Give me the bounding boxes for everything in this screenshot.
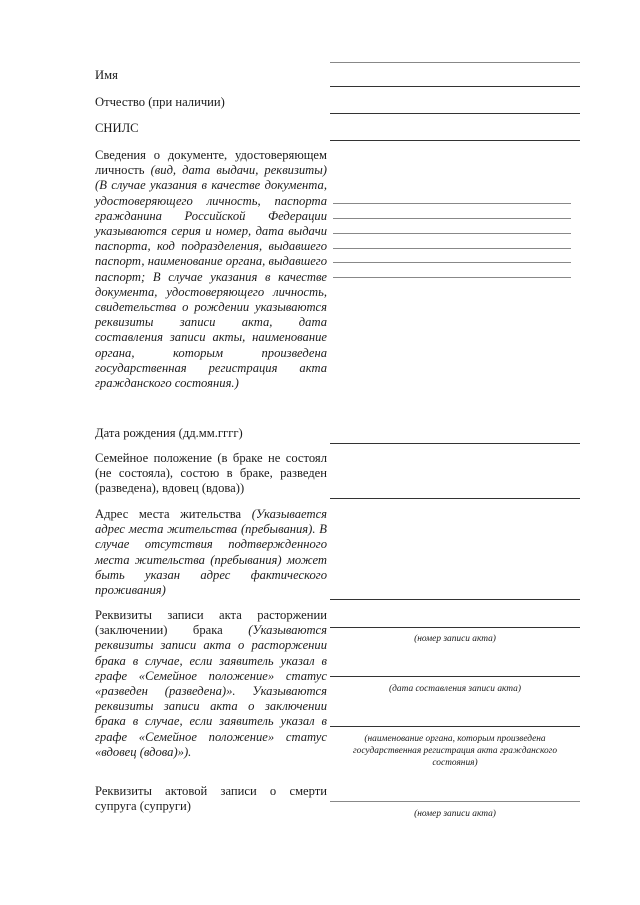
id-doc-field-5[interactable] bbox=[333, 262, 571, 263]
id-doc-title: Сведения о документе, удостоверяющем личность bbox=[95, 148, 327, 178]
marital-status-field[interactable] bbox=[330, 498, 580, 499]
name-field[interactable] bbox=[330, 86, 580, 87]
address-note: (Указывается адрес места жительства (пребывания). В случае отсутствия подтвержденного места жительства (пребывания) может быть указан адрес фактического проживания) bbox=[95, 507, 328, 598]
birth-date-field[interactable] bbox=[330, 443, 580, 444]
address-field[interactable] bbox=[330, 599, 580, 600]
death-record-label: Реквизиты актовой записи о смерти супруга (супруги) bbox=[95, 784, 327, 814]
address-title: Адрес места жительства bbox=[95, 507, 242, 521]
marital-status-label: Семейное положение (в браке не состоял (не состояла), состою в браке, разведен (разведена), вдовец (вдова)) bbox=[95, 451, 327, 496]
id-doc-field-2[interactable] bbox=[333, 218, 571, 219]
id-doc-field-4[interactable] bbox=[333, 248, 571, 249]
record-number-field[interactable] bbox=[330, 627, 580, 628]
address-label bbox=[95, 507, 327, 598]
record-number-caption: (номер записи акта) bbox=[414, 634, 496, 644]
snils-field[interactable] bbox=[330, 140, 580, 141]
death-record-caption: (номер записи акта) bbox=[414, 809, 496, 819]
divorce-label bbox=[95, 608, 327, 760]
id-doc-label bbox=[95, 148, 327, 391]
name-label: Имя bbox=[95, 68, 118, 82]
snils-label: СНИЛС bbox=[95, 121, 139, 135]
top-rule bbox=[330, 62, 580, 63]
id-doc-field-6[interactable] bbox=[333, 277, 571, 278]
divorce-title: Реквизиты записи акта расторжении (заключении) брака bbox=[95, 608, 327, 638]
id-doc-hint: (вид, дата выдачи, реквизиты) bbox=[150, 163, 327, 178]
patronymic-field[interactable] bbox=[330, 113, 580, 114]
id-doc-field-1[interactable] bbox=[333, 203, 571, 204]
id-doc-note: (В случае указания в качестве документа, удостоверяющего личность, паспорта гражданина Российской Федерации указываются серия и номер, дата выдачи паспорта, код подразделения, выдавшего паспорт, наименование органа, выдавшего паспорт; В случае указания в качестве документа, удостоверяющего личность, свидетельства о рождении указываются реквизиты записи акта, дата составления записи акты, наименование органа, которым произведена государственная регистрация акта гражданского состояния.) bbox=[95, 178, 327, 391]
record-date-field[interactable] bbox=[330, 676, 580, 677]
death-record-field[interactable] bbox=[330, 801, 580, 802]
patronymic-label: Отчество (при наличии) bbox=[95, 95, 225, 109]
registration-body-caption: (наименование органа, которым произведена государственная регистрация акта гражданского состояния) bbox=[352, 734, 558, 768]
record-date-caption: (дата составления записи акта) bbox=[389, 684, 521, 694]
registration-body-field[interactable] bbox=[330, 726, 580, 727]
id-doc-field-3[interactable] bbox=[333, 233, 571, 234]
divorce-note: (Указываются реквизиты записи акта о расторжении брака в случае, если заявитель указал в графе «Семейное положение» статус «разведен (разведена)». Указываются реквизиты записи акта о заключении брака в случае, если заявитель указал в графе «Семейное положение» статус «вдовец (вдова)»). bbox=[95, 623, 327, 759]
birth-date-label: Дата рождения (дд.мм.гггг) bbox=[95, 426, 243, 440]
